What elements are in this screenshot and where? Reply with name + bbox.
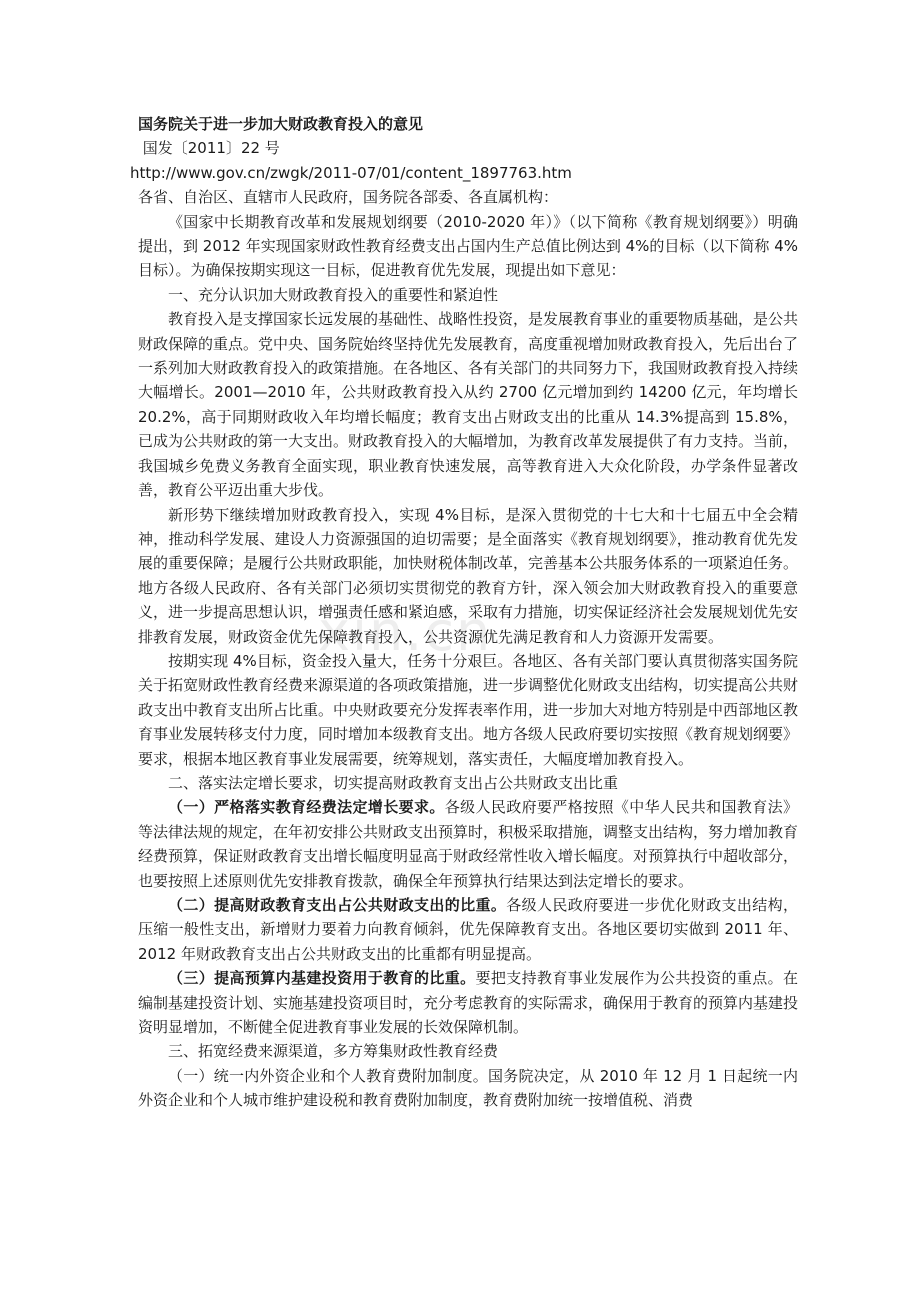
paragraph: 新形势下继续增加财政教育投入，实现 4%目标，是深入贯彻党的十七大和十七届五中全会精神，推动科学发展、建设人力资源强国的迫切需要；是全面落实《教育规划纲要》，推动教育优先发展的重要保障；是履行公共财政职能，加快财税体制改革，完善基本公共服务体系的一项紧迫任务。地方各级人民政府、各有关部门必须切实贯彻党的教育方针，深入领会加大财政教育投入的重要意义，进一步提高思想认识，增强责任感和紧迫感，采取有力措施，切实保证经济社会发展规划优先安排教育发展，财政资金优先保障教育投入，公共资源优先满足教育和人力资源开发需要。: [138, 505, 799, 646]
section-heading-3: 三、拓宽经费来源渠道，多方筹集财政性教育经费: [168, 1042, 499, 1061]
paragraph: [138, 966, 798, 1039]
item-heading: （二）提高财政教育支出占公共财政支出的比重。: [168, 896, 507, 914]
paragraph: [138, 893, 798, 966]
document-title: 国务院关于进一步加大财政教育投入的意见: [138, 115, 424, 133]
section-heading-2: 二、落实法定增长要求，切实提高财政教育支出占公共财政支出比重: [168, 773, 619, 792]
intro-paragraph: 《国家中长期教育改革和发展规划纲要（2010-2020 年）》（以下简称《教育规划纲要》）明确提出，到 2012 年实现国家财政性教育经费支出占国内生产总值比例达到 4%的目标（以下简称 4%目标）。为确保按期实现这一目标，促进教育优先发展，现提出如下意见：: [138, 212, 798, 280]
source-url[interactable]: http://www.gov.cn/zwgk/2011-07/01/content_1897763.htm: [130, 163, 572, 182]
paragraph: [138, 795, 798, 893]
paragraph: （一）统一内外资企业和个人教育费附加制度。国务院决定，从 2010 年 12 月 1 日起统一内外资企业和个人城市维护建设税和教育费附加制度，教育费附加统一按增值税、消费: [138, 1066, 798, 1110]
item-text: 各级人民政府要进一步优化财政支出结构，压缩一般性支出，新增财力要着力向教育倾斜，优先保障教育支出。各地区要切实做到 2011 年、2012 年财政教育支出占公共财政支出的比重都有明显提高。: [138, 896, 798, 963]
section-heading-1: 一、充分认识加大财政教育投入的重要性和紧迫性: [168, 285, 499, 304]
item-heading: （一）严格落实教育经费法定增长要求。: [168, 798, 445, 817]
document-body: [130, 112, 799, 1113]
item-heading: （三）提高预算内基建投资用于教育的比重。: [168, 969, 476, 988]
paragraph: 按期实现 4%目标，资金投入量大，任务十分艰巨。各地区、各有关部门要认真贯彻落实国务院关于拓宽财政性教育经费来源渠道的各项政策措施，进一步调整优化财政支出结构，切实提高公共财政支出中教育支出所占比重。中央财政要充分发挥表率作用，进一步加大对地方特别是中西部地区教育事业发展转移支付力度，同时增加本级教育支出。地方各级人民政府要切实按照《教育规划纲要》要求，根据本地区教育事业发展需要，统筹规划，落实责任，大幅度增加教育投入。: [138, 651, 799, 768]
item-text: 要把支持教育事业发展作为公共投资的重点。在编制基建投资计划、实施基建投资项目时，充分考虑教育的实际需求，确保用于教育的预算内基建投资明显增加，不断健全促进教育事业发展的长效保障机制。: [138, 969, 799, 1037]
item-text: 各级人民政府要严格按照《中华人民共和国教育法》等法律法规的规定，在年初安排公共财政支出预算时，积极采取措施，调整支出结构，努力增加教育经费预算，保证财政教育支出增长幅度明显高于财政经常性收入增长幅度。对预算执行中超收部分，也要按照上述原则优先安排教育拨款，确保全年预算执行结果达到法定增长的要求。: [138, 798, 799, 890]
addressee: 各省、自治区、直辖市人民政府，国务院各部委、各直属机构：: [138, 188, 559, 207]
watermark: xin.cn: [318, 600, 493, 663]
paragraph: 教育投入是支撑国家长远发展的基础性、战略性投资，是发展教育事业的重要物质基础，是公共财政保障的重点。党中央、国务院始终坚持优先发展教育，高度重视增加财政教育投入，先后出台了一系列加大财政教育投入的政策措施。在各地区、各有关部门的共同努力下，我国财政教育投入持续大幅增长。2001—2010 年，公共财政教育投入从约 2700 亿元增加到约 14200 亿元，年均增长 20.2%，高于同期财政收入年均增长幅度；教育支出占财政支出的比重从 14.3%提高到 15.8%，已成为公共财政的第一大支出。财政教育投入的大幅增加，为教育改革发展提供了有力支持。当前，我国城乡免费义务教育全面实现，职业教育快速发展，高等教育进入大众化阶段，办学条件显著改善，教育公平迈出重大步伐。: [138, 310, 799, 500]
doc-number: 国发〔2011〕22 号: [138, 139, 280, 158]
